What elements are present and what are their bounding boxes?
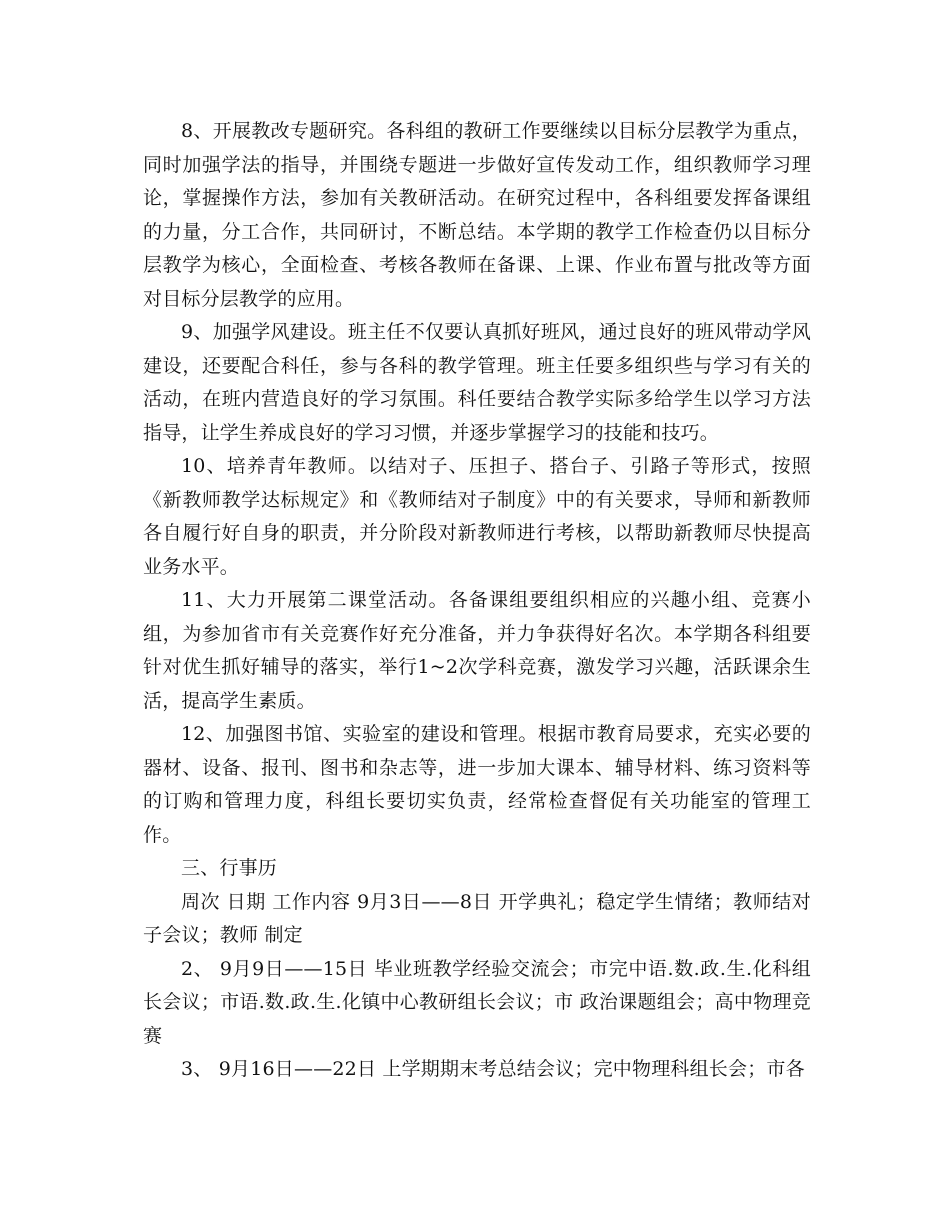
- paragraph-item-12: 12、加强图书馆、实验室的建设和管理。根据市教育局要求，充实必要的器材、设备、报刊、图书和杂志等，进一步加大课本、辅导材料、练习资料等的订购和管理力度，科组长要切实负责，经常检查督促有关功能室的管理工作。: [143, 723, 811, 846]
- paragraph-item-9: 9、加强学风建设。班主任不仅要认真抓好班风，通过良好的班风带动学风建设，还要配合科任，参与各科的教学管理。班主任要多组织些与学习有关的活动，在班内营造良好的学习氛围。科任要结合教学实际多给学生以学习方法指导，让学生养成良好的学习习惯，并逐步掌握学习的技能和技巧。: [143, 321, 811, 444]
- section-heading-calendar: 三、行事历: [181, 857, 278, 879]
- paragraph-item-10: 10、培养青年教师。以结对子、压担子、搭台子、引路子等形式，按照《新教师教学达标规定》和《教师结对子制度》中的有关要求，导师和新教师各自履行好自身的职责，并分阶段对新教师进行考核，以帮助新教师尽快提高业务水平。: [143, 455, 811, 578]
- paragraph-item-11: 11、大力开展第二课堂活动。各备课组要组织相应的兴趣小组、竞赛小组，为参加省市有关竞赛作好充分准备，并力争获得好名次。本学期各科组要针对优生抓好辅导的落实，举行1~2次学科竞赛，激发学习兴趣，活跃课余生活，提高学生素质。: [143, 589, 811, 712]
- calendar-entry-week-2: 2、 9月9日——15日 毕业班教学经验交流会；市完中语.数.政.生.化科组长会议；市语.数.政.生.化镇中心教研组长会议；市 政治课题组会；高中物理竞赛: [143, 957, 811, 1047]
- calendar-entry-week-1: 周次 日期 工作内容 9月3日——8日 开学典礼；稳定学生情绪；教师结对子会议；教师 制定: [143, 890, 811, 946]
- paragraph-item-8: 8、开展教改专题研究。各科组的教研工作要继续以目标分层教学为重点，同时加强学法的指导，并围绕专题进一步做好宣传发动工作，组织教师学习理论，掌握操作方法，参加有关教研活动。在研究过程中，各科组要发挥备课组的力量，分工合作，共同研讨，不断总结。本学期的教学工作检查仍以目标分层教学为核心，全面检查、考核各教师在备课、上课、作业布置与批改等方面对目标分层教学的应用。: [143, 120, 811, 310]
- document-body: [143, 115, 811, 1087]
- calendar-entry-week-3: 3、 9月16日——22日 上学期期末考总结会议；完中物理科组长会；市各: [181, 1058, 805, 1080]
